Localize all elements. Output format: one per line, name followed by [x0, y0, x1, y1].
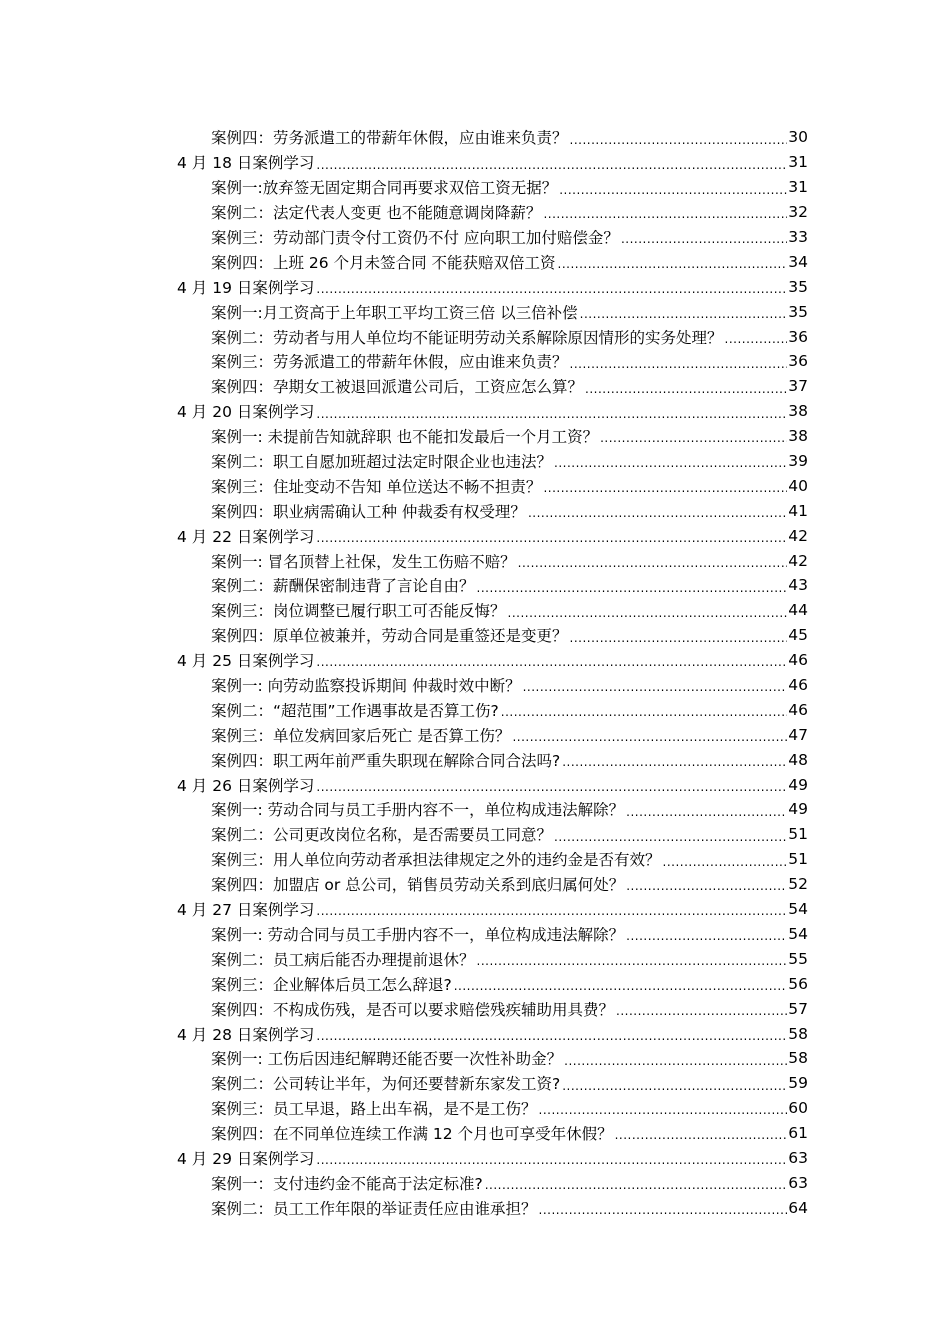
dot-leader [528, 502, 787, 521]
toc-entry-page-number: 36 [788, 352, 808, 371]
toc-entry-page-number: 46 [788, 700, 808, 719]
toc-case-entry[interactable] [211, 797, 808, 822]
toc-case-entry[interactable] [211, 722, 808, 747]
toc-entry-page-number: 35 [788, 277, 808, 296]
toc-case-entry[interactable] [211, 449, 808, 474]
toc-entry-page-number: 31 [788, 153, 808, 172]
dot-leader [626, 875, 787, 894]
dot-leader [621, 228, 787, 247]
toc-entry-page-number: 33 [788, 228, 808, 246]
toc-entry-page-number: 44 [788, 601, 808, 620]
toc-entry-title: 案例二：公司更改岗位名称，是否需要员工同意？ [211, 826, 553, 845]
toc-entry-title: 案例一: 冒名顶替上社保，发生工伤赔不赔？ [211, 552, 516, 571]
toc-case-entry[interactable] [211, 473, 808, 498]
toc-entry-title: 案例一：支付违约金不能高于法定标准? [211, 1174, 483, 1193]
toc-entry-page-number: 54 [788, 900, 808, 919]
toc-case-entry[interactable] [211, 822, 808, 847]
toc-entry-title: 案例四：加盟店 or 总公司，销售员劳动关系到底归属何处？ [211, 876, 625, 895]
dot-leader [626, 925, 787, 944]
toc-entry-title: 案例三：员工早退，路上出车祸，是不是工伤？ [211, 1100, 537, 1119]
dot-leader [316, 1024, 787, 1043]
dot-leader [539, 1198, 788, 1217]
toc-case-entry[interactable] [211, 996, 808, 1021]
toc-entry-page-number: 38 [788, 402, 808, 421]
dot-leader [615, 1124, 788, 1143]
toc-entry-title: 4 月 29 日案例学习 [177, 1149, 315, 1168]
dot-leader [316, 402, 787, 421]
toc-case-entry[interactable] [211, 1071, 808, 1096]
toc-section-entry[interactable] [177, 1021, 808, 1046]
toc-entry-page-number: 31 [788, 178, 808, 197]
toc-case-entry[interactable] [211, 1195, 808, 1220]
toc-entry-page-number: 42 [788, 551, 808, 570]
toc-section-entry[interactable] [177, 399, 808, 424]
toc-entry-page-number: 36 [788, 327, 808, 346]
toc-entry-title: 案例一:月工资高于上年职工平均工资三倍 以三倍补偿 [211, 303, 578, 322]
toc-entry-title: 案例三：劳动部门责令付工资仍不付 应向职工加付赔偿金？ [211, 229, 619, 247]
toc-entry-title: 案例四：职工两年前严重失职现在解除合同合法吗? [211, 751, 561, 770]
toc-case-entry[interactable] [211, 374, 808, 399]
toc-entry-title: 案例三：住址变动不告知 单位送达不畅不担责？ [211, 477, 542, 496]
toc-case-entry[interactable] [211, 125, 808, 150]
toc-entry-title: 案例一: 工伤后因违纪解聘还能否要一次性补助金？ [211, 1050, 563, 1069]
toc-entry-page-number: 60 [788, 1099, 808, 1118]
toc-entry-title: 4 月 19 日案例学习 [177, 278, 315, 297]
dot-leader [512, 726, 787, 745]
dot-leader [562, 1074, 787, 1093]
toc-case-entry[interactable] [211, 971, 808, 996]
toc-case-entry[interactable] [211, 673, 808, 698]
toc-entry-page-number: 32 [788, 203, 808, 222]
toc-entry-title: 4 月 25 日案例学习 [177, 652, 315, 671]
toc-entry-title: 案例一: 劳动合同与员工手册内容不一，单位构成违法解除？ [211, 925, 625, 944]
toc-case-entry[interactable] [211, 175, 808, 200]
toc-entry-page-number: 49 [788, 775, 808, 794]
toc-entry-title: 案例一: 未提前告知就辞职 也不能扣发最后一个月工资？ [211, 428, 599, 447]
dot-leader [477, 950, 788, 969]
dot-leader [725, 327, 788, 346]
toc-entry-page-number: 61 [788, 1124, 808, 1143]
dot-leader [539, 1099, 788, 1118]
toc-entry-page-number: 39 [788, 452, 808, 471]
toc-section-entry[interactable] [177, 274, 808, 299]
dot-leader [543, 477, 787, 496]
dot-leader [477, 576, 788, 595]
toc-entry-title: 案例一:放弃签无固定期合同再要求双倍工资无据？ [211, 179, 558, 198]
dot-leader [518, 551, 788, 570]
toc-entry-title: 案例四：孕期女工被退回派遣公司后，工资应怎么算？ [211, 378, 584, 397]
toc-entry-page-number: 58 [788, 1049, 808, 1068]
table-of-contents [0, 125, 950, 1220]
toc-entry-page-number: 43 [788, 576, 808, 595]
toc-entry-title: 案例一: 向劳动监察投诉期间 仲裁时效中断？ [211, 677, 521, 696]
toc-section-entry[interactable] [177, 150, 808, 175]
dot-leader [663, 850, 788, 869]
toc-entry-page-number: 52 [788, 875, 808, 894]
dot-leader [523, 676, 788, 695]
dot-leader [316, 900, 787, 919]
toc-case-entry[interactable] [211, 424, 808, 449]
toc-entry-page-number: 35 [788, 302, 808, 321]
dot-leader [570, 626, 788, 645]
dot-leader [626, 800, 787, 819]
toc-entry-page-number: 59 [788, 1074, 808, 1093]
toc-case-entry[interactable] [211, 1121, 808, 1146]
dot-leader [616, 999, 787, 1018]
toc-entry-title: 4 月 28 日案例学习 [177, 1025, 315, 1044]
dot-leader [570, 352, 788, 371]
toc-case-entry[interactable] [211, 548, 808, 573]
toc-entry-title: 案例二：职工自愿加班超过法定时限企业也违法？ [211, 453, 553, 472]
dot-leader [558, 253, 788, 272]
toc-case-entry[interactable] [211, 324, 808, 349]
toc-entry-title: 案例二：员工工作年限的举证责任应由谁承担？ [211, 1199, 537, 1218]
toc-entry-title: 案例二：薪酬保密制违背了言论自由？ [211, 577, 475, 596]
toc-entry-title: 案例四：不构成伤残，是否可以要求赔偿残疾辅助用具费？ [211, 1000, 615, 1019]
dot-leader [316, 1149, 787, 1168]
toc-entry-title: 案例四：职业病需确认工种 仲裁委有权受理？ [211, 502, 526, 521]
dot-leader [316, 153, 787, 172]
toc-entry-page-number: 34 [788, 252, 808, 271]
toc-case-entry[interactable] [211, 249, 808, 274]
toc-entry-title: 案例三：单位发病回家后死亡 是否算工伤？ [211, 726, 511, 745]
toc-section-entry[interactable] [177, 648, 808, 673]
toc-entry-title: 4 月 20 日案例学习 [177, 403, 315, 422]
toc-section-entry[interactable] [177, 897, 808, 922]
toc-entry-page-number: 45 [788, 626, 808, 645]
toc-entry-page-number: 42 [788, 526, 808, 545]
toc-entry-title: 4 月 22 日案例学习 [177, 527, 315, 546]
toc-case-entry[interactable] [211, 299, 808, 324]
toc-entry-page-number: 63 [788, 1173, 808, 1192]
dot-leader [564, 1049, 787, 1068]
toc-entry-page-number: 63 [788, 1148, 808, 1167]
dot-leader [562, 750, 787, 769]
toc-entry-title: 案例三：劳务派遣工的带薪年休假，应由谁来负责？ [211, 353, 568, 372]
toc-entry-title: 4 月 26 日案例学习 [177, 776, 315, 795]
toc-case-entry[interactable] [211, 623, 808, 648]
toc-entry-page-number: 46 [788, 676, 808, 695]
toc-case-entry[interactable] [211, 747, 808, 772]
toc-entry-title: 案例四：劳务派遣工的带薪年休假，应由谁来负责？ [211, 129, 568, 148]
toc-case-entry[interactable] [211, 922, 808, 947]
toc-entry-page-number: 51 [788, 850, 808, 869]
toc-case-entry[interactable] [211, 498, 808, 523]
toc-case-entry[interactable] [211, 200, 808, 225]
toc-case-entry[interactable] [211, 847, 808, 872]
toc-section-entry[interactable] [177, 523, 808, 548]
toc-section-entry[interactable] [177, 1146, 808, 1171]
toc-entry-page-number: 48 [788, 750, 808, 769]
toc-entry-page-number: 64 [788, 1198, 808, 1217]
toc-entry-page-number: 40 [788, 476, 808, 495]
toc-entry-page-number: 30 [788, 128, 808, 147]
toc-case-entry[interactable] [211, 349, 808, 374]
toc-entry-page-number: 51 [788, 825, 808, 844]
toc-case-entry[interactable] [211, 946, 808, 971]
toc-entry-title: 案例四：在不同单位连续工作满 12 个月也可享受年休假？ [211, 1125, 613, 1144]
dot-leader [316, 651, 787, 670]
toc-case-entry[interactable] [211, 573, 808, 598]
toc-entry-title: 案例二：公司转让半年，为何还要替新东家发工资? [211, 1075, 561, 1094]
toc-entry-title: 案例二：劳动者与用人单位均不能证明劳动关系解除原因情形的实务处理？ [211, 328, 723, 347]
toc-entry-page-number: 57 [788, 999, 808, 1018]
toc-case-entry[interactable] [211, 1046, 808, 1071]
toc-entry-title: 案例二：“超范围”工作遇事故是否算工伤? [211, 701, 499, 720]
dot-leader [554, 452, 787, 471]
toc-entry-page-number: 47 [788, 725, 808, 744]
dot-leader [585, 377, 787, 396]
dot-leader [554, 825, 787, 844]
toc-entry-title: 案例一: 劳动合同与员工手册内容不一，单位构成违法解除？ [211, 801, 625, 820]
dot-leader [508, 601, 788, 620]
toc-entry-page-number: 58 [788, 1024, 808, 1043]
toc-entry-page-number: 54 [788, 924, 808, 943]
toc-entry-page-number: 55 [788, 949, 808, 968]
toc-entry-title: 4 月 27 日案例学习 [177, 901, 315, 920]
dot-leader [559, 178, 787, 197]
toc-entry-page-number: 49 [788, 800, 808, 819]
toc-entry-title: 案例四：原单位被兼并，劳动合同是重签还是变更？ [211, 627, 568, 646]
dot-leader [580, 302, 788, 321]
toc-entry-title: 案例三：岗位调整已履行职工可否能反悔？ [211, 602, 506, 621]
dot-leader [316, 775, 787, 794]
dot-leader [543, 203, 787, 222]
dot-leader [454, 974, 788, 993]
toc-entry-title: 案例四：上班 26 个月未签合同 不能获赔双倍工资 [211, 253, 556, 272]
toc-entry-page-number: 56 [788, 974, 808, 993]
dot-leader [316, 277, 787, 296]
toc-case-entry[interactable] [211, 1170, 808, 1195]
dot-leader [570, 128, 788, 147]
toc-entry-page-number: 38 [788, 427, 808, 446]
dot-leader [316, 526, 787, 545]
dot-leader [600, 427, 787, 446]
toc-entry-page-number: 41 [788, 501, 808, 520]
toc-case-entry[interactable] [211, 1096, 808, 1121]
toc-entry-title: 案例三：用人单位向劳动者承担法律规定之外的违约金是否有效？ [211, 851, 661, 870]
toc-entry-title: 案例二：员工病后能否办理提前退休？ [211, 950, 475, 969]
dot-leader [485, 1174, 788, 1193]
toc-case-entry[interactable] [211, 872, 808, 897]
toc-case-entry[interactable] [211, 598, 808, 623]
toc-case-entry[interactable] [211, 697, 808, 722]
toc-entry-page-number: 46 [788, 651, 808, 670]
toc-entry-title: 4 月 18 日案例学习 [177, 154, 315, 173]
toc-entry-title: 案例三：企业解体后员工怎么辞退? [211, 975, 452, 994]
dot-leader [501, 701, 787, 720]
toc-case-entry[interactable] [211, 225, 808, 250]
toc-entry-title: 案例二：法定代表人变更 也不能随意调岗降薪？ [211, 204, 542, 223]
toc-entry-page-number: 37 [788, 377, 808, 396]
toc-section-entry[interactable] [177, 772, 808, 797]
